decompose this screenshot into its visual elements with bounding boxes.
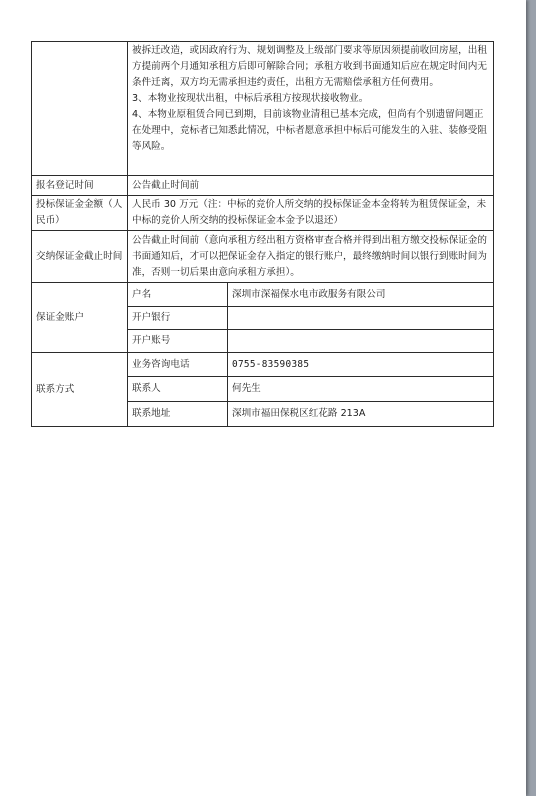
terms-paragraph-2: 3、本物业按现状出租，中标后承租方按现状接收物业。 [132, 93, 369, 104]
terms-label-cell [32, 42, 128, 176]
terms-text-cell [128, 42, 494, 176]
contact-person-value: 何先生 [228, 377, 494, 402]
deposit-amount-value: 人民币 30 万元（注：中标的竞价人所交纳的投标保证金本金将转为租赁保证金，未中标的竞价人所交纳的投标保证金本金予以退还） [128, 196, 494, 231]
contact-phone-label: 业务咨询电话 [128, 353, 228, 377]
announcement-table [31, 41, 494, 427]
registration-value: 公告截止时间前 [128, 176, 494, 196]
contact-address-label: 联系地址 [128, 402, 228, 427]
registration-row [32, 176, 494, 196]
terms-row [32, 42, 494, 176]
account-name-value: 深圳市深福保水电市政服务有限公司 [228, 283, 494, 307]
terms-paragraph-3: 4、本物业原租赁合同已到期，目前该物业清租已基本完成，但尚有个别遗留问题正在处理中，竞标者已知悉此情况，中标者愿意承担中标后可能发生的入驻、装修受阻等风险。 [132, 109, 487, 152]
deposit-amount-row [32, 196, 494, 231]
payment-time-label: 交纳保证金截止时间 [32, 231, 128, 283]
contact-label: 联系方式 [32, 353, 128, 427]
registration-label: 报名登记时间 [32, 176, 128, 196]
contact-phone-value: 0755-83590385 [228, 353, 494, 377]
account-number-value [228, 330, 494, 353]
account-bank-label: 开户银行 [128, 307, 228, 330]
contact-row-phone [32, 353, 494, 377]
account-label: 保证金账户 [32, 283, 128, 353]
payment-time-value: 公告截止时间前（意向承租方经出租方资格审查合格并得到出租方缴交投标保证金的书面通知后，才可以把保证金存入指定的银行账户，最终缴纳时间以银行到账时间为准，否则一切后果由意向承租方承担）。 [128, 231, 494, 283]
account-row-name [32, 283, 494, 307]
account-bank-value [228, 307, 494, 330]
payment-time-row [32, 231, 494, 283]
account-name-label: 户名 [128, 283, 228, 307]
account-number-label: 开户账号 [128, 330, 228, 353]
contact-address-value: 深圳市福田保税区红花路 213A [228, 402, 494, 427]
deposit-amount-label: 投标保证金金额（人民币） [32, 196, 128, 231]
contact-person-label: 联系人 [128, 377, 228, 402]
terms-paragraph-1: 被拆迁改造，或因政府行为、规划调整及上级部门要求等原因须提前收回房屋，出租方提前两个月通知承租方后即可解除合同；承租方收到书面通知后应在规定时间内无条件迁离，双方均无需承担违约责任，出租方无需赔偿承租方任何费用。 [132, 45, 487, 88]
